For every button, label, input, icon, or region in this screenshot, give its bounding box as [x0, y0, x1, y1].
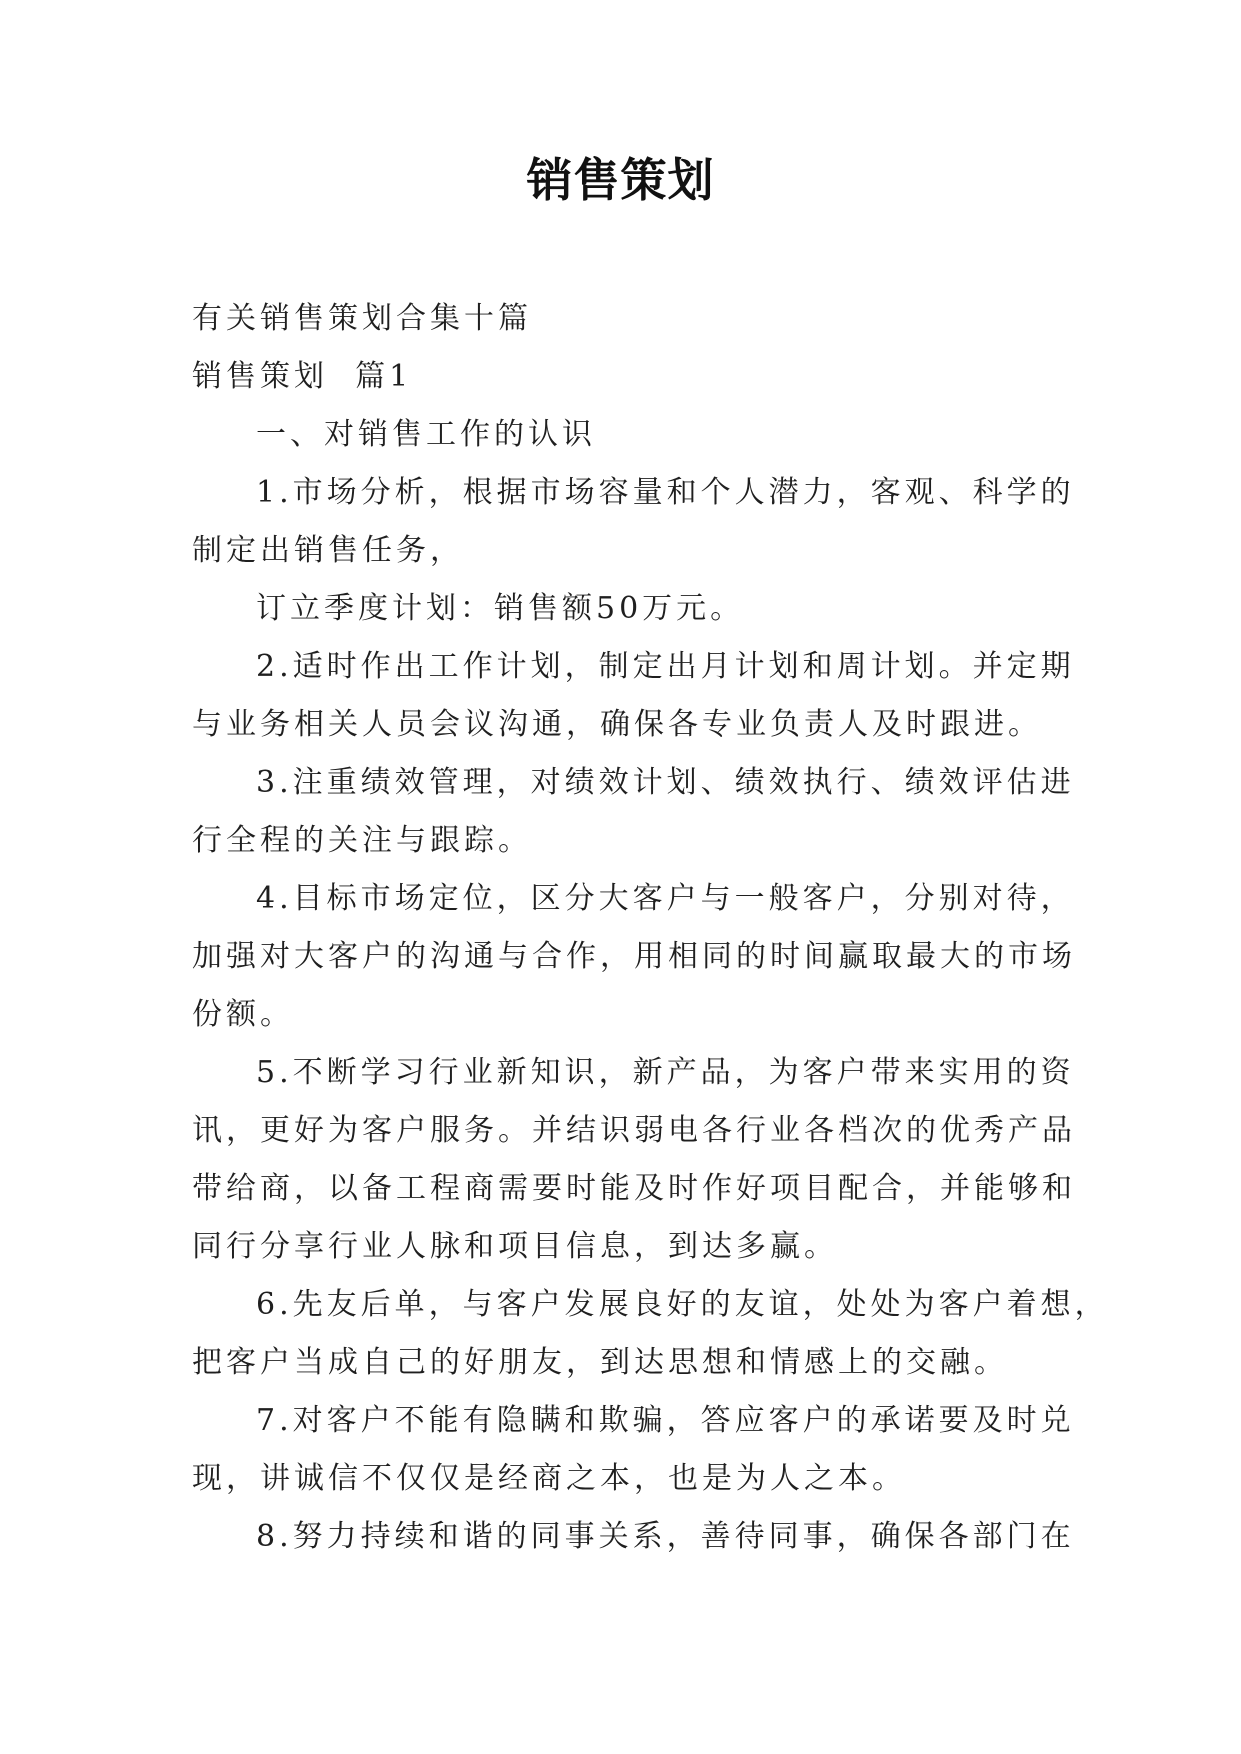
- document-title: 销售策划: [526, 153, 715, 207]
- document-body: [192, 290, 1109, 1566]
- paragraph-line: 行全程的关注与跟踪。: [192, 823, 532, 858]
- paragraph-line: 订立季度计划：销售额50万元。: [256, 591, 745, 626]
- paragraph-line: 8.努力持续和谐的同事关系，善待同事，确保各部门在: [256, 1519, 1075, 1554]
- paragraph-line: 带给商，以备工程商需要时能及时作好项目配合，并能够和: [192, 1171, 1076, 1206]
- section-heading: 销售策划 篇1: [192, 359, 413, 394]
- paragraph-line: 2.适时作出工作计划，制定出月计划和周计划。并定期: [256, 649, 1075, 684]
- paragraph-line: 4.目标市场定位，区分大客户与一般客户，分别对待，: [256, 881, 1075, 916]
- paragraph-line: 7.对客户不能有隐瞒和欺骗，答应客户的承诺要及时兑: [256, 1403, 1075, 1438]
- paragraph-line: 现，讲诚信不仅仅是经商之本，也是为人之本。: [192, 1461, 906, 1496]
- paragraph-line: 制定出销售任务，: [192, 533, 464, 568]
- paragraph-line: 与业务相关人员会议沟通，确保各专业负责人及时跟进。: [192, 707, 1042, 742]
- paragraph-line: 份额。: [192, 997, 294, 1032]
- paragraph-line: 1.市场分析，根据市场容量和个人潜力，客观、科学的: [256, 475, 1075, 510]
- paragraph-line: 同行分享行业人脉和项目信息，到达多赢。: [192, 1229, 838, 1264]
- paragraph-line: 3.注重绩效管理，对绩效计划、绩效执行、绩效评估进: [256, 765, 1075, 800]
- paragraph-line: 讯，更好为客户服务。并结识弱电各行业各档次的优秀产品: [192, 1113, 1076, 1148]
- paragraph-line: 把客户当成自己的好朋友，到达思想和情感上的交融。: [192, 1345, 1008, 1380]
- paragraph-line: 加强对大客户的沟通与合作，用相同的时间赢取最大的市场: [192, 939, 1076, 974]
- collection-heading: 有关销售策划合集十篇: [192, 301, 532, 336]
- paragraph-line: 6.先友后单，与客户发展良好的友谊，处处为客户着想，: [256, 1287, 1109, 1322]
- subsection-heading: 一、对销售工作的认识: [256, 417, 596, 452]
- paragraph-line: 5.不断学习行业新知识，新产品，为客户带来实用的资: [256, 1055, 1075, 1090]
